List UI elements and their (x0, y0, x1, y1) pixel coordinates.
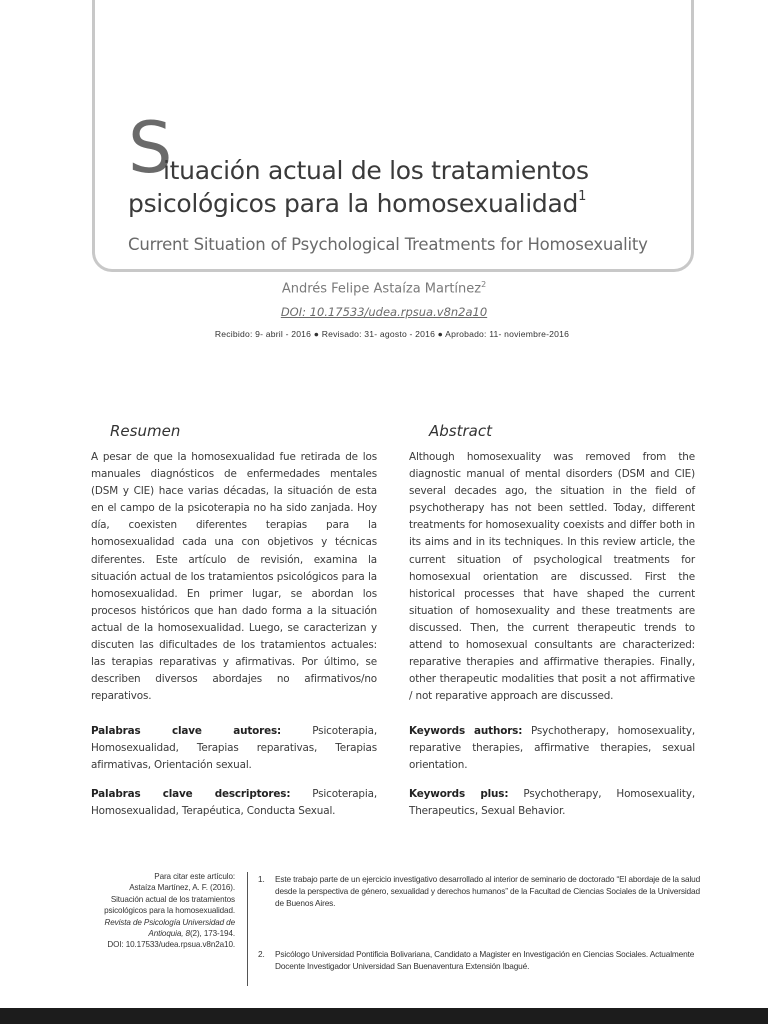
kw-authors-label-es: Palabras clave autores: (91, 725, 282, 737)
resumen-body: A pesar de que la homosexualidad fue retirada de los manuales diagnósticos de enfermedades mentales (DSM y CIE) hace varias décadas, la situación de esta en el campo de la psicoterapia no ha sido zanjada. Hoy día, coexisten diferentes terapias para la homosexualidad cada una con objetivos y técnicas diferentes. Este artículo de revisión, examina la situación actual de los tratamientos psicológicos para la homosexualidad. En primer lugar, se abordan los procesos históricos que han dado forma a la situación actual de la homosexualidad. Luego, se caracterizan y discuten las dificultades de los tratamientos actuales: las terapias reparativas y afirmativas. Por último, se describen diversos abordajes no afirmativos/no reparativos. (91, 451, 377, 703)
citation-authors: Astaíza Martínez, A. F. (2016). (129, 883, 235, 893)
article-title-english: Current Situation of Psychological Treatments for Homosexuality (128, 235, 648, 254)
author-line (0, 280, 768, 296)
citation-source: Revista de Psicología Universidad de Antioquia, 8(2), 173-194. (104, 917, 235, 939)
page-bottom-bar (0, 1008, 768, 1024)
doi-link[interactable]: DOI: 10.17533/udea.rpsua.v8n2a10 (280, 305, 488, 319)
kw-authors-label-en: Keywords authors: (409, 725, 523, 737)
kw-desc-label-es: Palabras clave descriptores: (91, 788, 291, 800)
citation-title: Situación actual de los tratamientos psicológicos para la homosexualidad. (104, 894, 235, 916)
resumen-keywords-descriptors: Palabras clave descriptores: Psicoterapia, Homosexualidad, Terapéutica, Conducta Sexual. (91, 788, 377, 818)
resumen-heading: Resumen (110, 422, 181, 440)
citation-label: Para citar este artículo: (154, 872, 235, 881)
article-title-spanish (128, 154, 728, 220)
kw-plus-label-en: Keywords plus: (409, 788, 509, 800)
citation-block (70, 871, 235, 951)
publication-dates: Recibido: 9- abril - 2016 ● Revisado: 31- agosto - 2016 ● Aprobado: 11- noviembre-2016 (214, 329, 570, 339)
citation-divider (247, 872, 248, 986)
abstract-keywords-plus: Keywords plus: Psychotherapy, Homosexuality, Therapeutics, Sexual Behavior. (409, 788, 695, 818)
footnote-2: 2. Psicólogo Universidad Pontificia Bolivariana, Candidato a Magister en Investigación en Ciencias Sociales. Actualmente Docente Investigador Universidad San Buenaventura Extensión Ibagué. (258, 949, 695, 971)
resumen-keywords-authors: Palabras clave autores: Psicoterapia, Homosexualidad, Terapias reparativas, Terapias afirmativas, Orientación sexual. (91, 725, 378, 772)
author-name: Andrés Felipe Astaíza Martínez (281, 281, 482, 297)
title-frame (92, 0, 694, 272)
title-footnote-mark[interactable]: 1 (578, 189, 587, 204)
title-drop-cap: S (128, 107, 173, 189)
title-line-2: psicológicos para la homosexualidad$^1$ (128, 189, 587, 218)
abstract-keywords-authors: Keywords authors: Psychotherapy, homosexuality, reparative therapies, affirmative therapies, sexual orientation. (409, 725, 695, 772)
title-line-1: ituación actual de los tratamientos (163, 156, 589, 185)
citation-doi[interactable]: DOI: 10.17533/udea.rpsua.v8n2a10. (107, 940, 235, 950)
footnote-1: 1. Este trabajo parte de un ejercicio investigativo desarrollado al interior de seminario de doctorado “El abordaje de la salud desde la perspectiva de género, sexualidad y derechos humanos” de la Facultad de Ciencias Sociales de la Universidad de Buenos Aires. (258, 874, 701, 908)
abstract-body: Although homosexuality was removed from the diagnostic manual of mental disorders (DSM and CIE) several decades ago, the situation in the field of psychotherapy has not been settled. Today, different treatments for homosexuality coexists and differ both in its aims and in its techniques. In this review article, the current situation of psychological treatments for homosexual orientation are discussed. First the historical processes that have shaped the current situation of homosexuality and these treatments are discussed. Then, the current therapeutic trends to attend to homosexual consultants are characterized: reparative therapies and affirmative therapies. Finally, other therapeutic modalities that posit a not affirmative / not reparative approach are discussed. (409, 451, 695, 703)
abstract-heading: Abstract (429, 422, 492, 440)
author-footnote-mark[interactable]: 2 (481, 280, 487, 289)
